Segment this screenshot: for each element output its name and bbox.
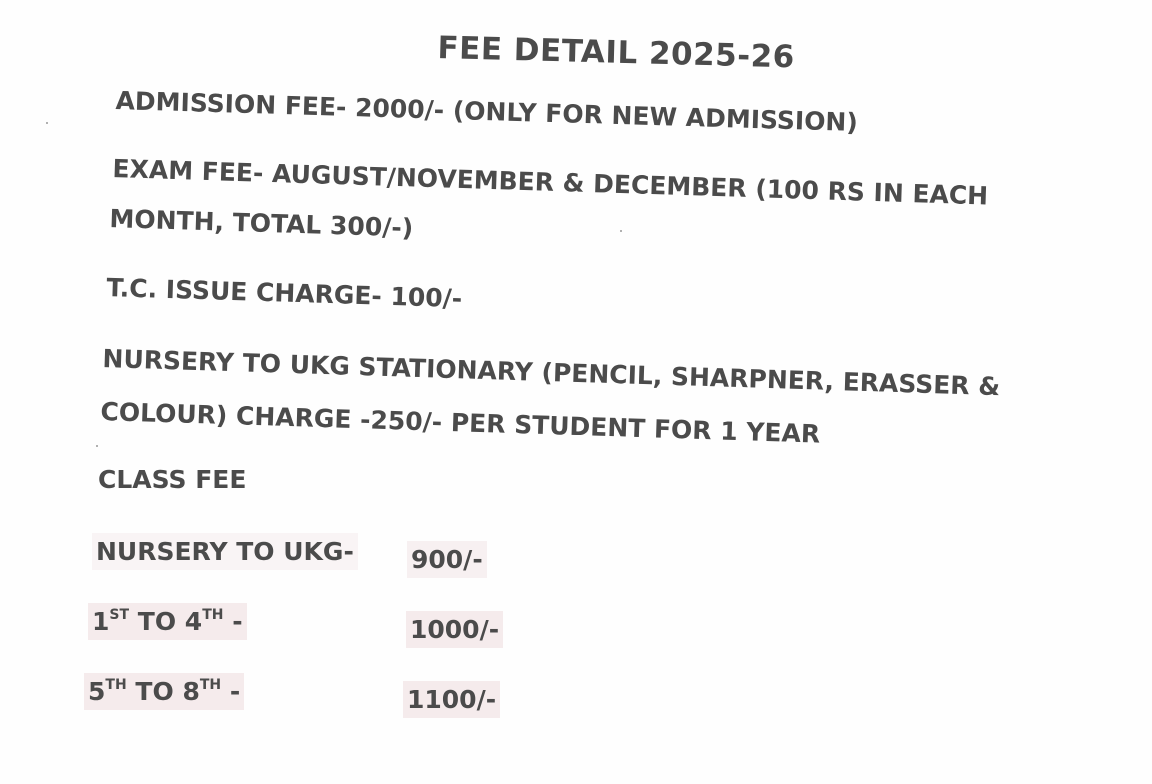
class-range-label: NURSERY TO UKG- — [92, 533, 358, 570]
to-class-number: 8 — [182, 677, 200, 706]
scan-speck — [620, 230, 622, 232]
scan-speck — [96, 445, 98, 447]
to-word: TO — [137, 607, 177, 636]
document-title: FEE DETAIL 2025-26 — [437, 30, 796, 76]
from-class-number: 5 — [88, 677, 106, 706]
class-fee-row — [0, 533, 700, 583]
admission-fee-line: ADMISSION FEE- 2000/- (ONLY FOR NEW ADMISSION) — [115, 86, 859, 138]
exam-fee-line-1: EXAM FEE- AUGUST/NOVEMBER & DECEMBER (100 RS IN EACH — [112, 154, 989, 211]
class-fee-amount: 900/- — [407, 541, 487, 578]
to-class-ordinal: TH — [199, 677, 222, 693]
from-class-number: 1 — [92, 607, 110, 636]
to-class-number: 4 — [184, 607, 203, 636]
to-class-ordinal: TH — [202, 607, 224, 623]
class-fee-heading: CLASS FEE — [98, 465, 247, 494]
stationary-charge-line-2: COLOUR) CHARGE -250/- PER STUDENT FOR 1 YEAR — [100, 397, 821, 449]
class-fee-row — [0, 673, 700, 723]
range-suffix: - — [229, 677, 241, 706]
class-fee-amount: 1000/- — [406, 611, 503, 648]
from-class-ordinal: TH — [105, 677, 127, 693]
exam-fee-line-2: MONTH, TOTAL 300/-) — [109, 204, 414, 243]
stationary-charge-line-1: NURSERY TO UKG STATIONARY (PENCIL, SHARPNER, ERASSER & — [102, 344, 1001, 402]
to-word: TO — [135, 677, 174, 706]
tc-issue-charge-line: T.C. ISSUE CHARGE- 100/- — [106, 273, 463, 314]
from-class-ordinal: ST — [109, 607, 130, 623]
class-fee-row — [0, 603, 700, 653]
class-fee-amount: 1100/- — [403, 681, 500, 718]
class-range-label — [84, 673, 244, 710]
class-range-label — [88, 603, 247, 640]
scan-speck — [46, 122, 48, 124]
range-suffix: - — [232, 607, 243, 636]
